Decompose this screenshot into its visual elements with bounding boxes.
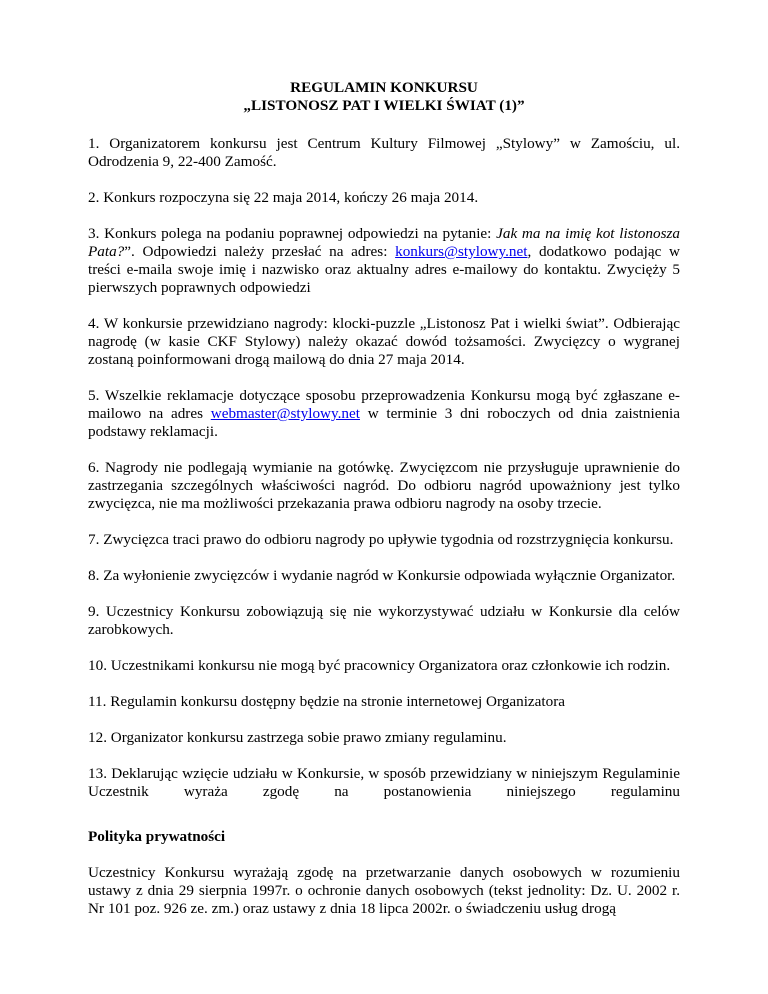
rule-3-text-3: , dodatkowo podając w treści e-maila swoje imię i nazwisko oraz aktualny adres e-mailowy do kontaktu. Zwycięży 5 pierwszych poprawnych odpowiedzi <box>88 243 680 296</box>
rule-6: 6. Nagrody nie podlegają wymianie na gotówkę. Zwycięzcom nie przysługuje uprawnienie do zastrzegania szczególnych właściwości nagród. Do odbioru nagród upoważniony jest tylko zwycięzca, nie ma możliwości przekazania prawa odbioru nagrody na osoby trzecie. <box>88 459 680 512</box>
rule-3-question: Jak ma na imię kot listonosza Pata? <box>88 225 680 260</box>
rule-3-text-1: 3. Konkurs polega na podaniu poprawnej odpowiedzi na pytanie: <box>88 225 497 242</box>
rule-1: 1. Organizatorem konkursu jest Centrum Kultury Filmowej „Stylowy” w Zamościu, ul. Odrodzenia 9, 22-400 Zamość. <box>88 135 680 170</box>
rule-7: 7. Zwycięzca traci prawo do odbioru nagrody po upływie tygodnia od rozstrzygnięcia konkursu. <box>88 531 674 548</box>
rule-10: 10. Uczestnikami konkursu nie mogą być pracownicy Organizatora oraz członkowie ich rodzin. <box>88 657 671 674</box>
document-page <box>88 79 680 936</box>
rule-5-text-1: 5. Wszelkie reklamacje dotyczące sposobu przeprowadzenia Konkursu mogą być zgłaszane e-mailowo na adres <box>88 387 680 422</box>
document-title-line-2: „LISTONOSZ PAT I WIELKI ŚWIAT (1)” <box>243 97 525 114</box>
privacy-heading: Polityka prywatności <box>88 828 226 845</box>
contest-email-link[interactable]: konkurs@stylowy.net <box>395 243 528 260</box>
rule-3-text-2: ”. Odpowiedzi należy przesłać na adres: <box>124 243 396 260</box>
rule-11: 11. Regulamin konkursu dostępny będzie na stronie internetowej Organizatora <box>88 693 566 710</box>
rule-2: 2. Konkurs rozpoczyna się 22 maja 2014, kończy 26 maja 2014. <box>88 189 479 206</box>
webmaster-email-link[interactable]: webmaster@stylowy.net <box>210 405 360 422</box>
rule-9: 9. Uczestnicy Konkursu zobowiązują się nie wykorzystywać udziału w Konkursie dla celów zarobkowych. <box>88 603 680 638</box>
document-title-line-1: REGULAMIN KONKURSU <box>290 79 478 96</box>
rule-12: 12. Organizator konkursu zastrzega sobie prawo zmiany regulaminu. <box>88 729 507 746</box>
rule-5 <box>88 387 680 441</box>
rule-8: 8. Za wyłonienie zwycięzców i wydanie nagród w Konkursie odpowiada wyłącznie Organizator. <box>88 567 676 584</box>
rule-13: 13. Deklarując wzięcie udziału w Konkursie, w sposób przewidziany w niniejszym Regulaminie Uczestnik wyraża zgodę na postanowienia niniejszego regulaminu <box>88 765 680 800</box>
privacy-text: Uczestnicy Konkursu wyrażają zgodę na przetwarzanie danych osobowych w rozumieniu ustawy z dnia 29 sierpnia 1997r. o ochronie danych osobowych (tekst jednolity: Dz. U. 2002 r. Nr 101 poz. 926 ze. zm.) oraz ustawy z dnia 18 lipca 2002r. o świadczeniu usług drogą <box>88 864 680 917</box>
rule-4: 4. W konkursie przewidziano nagrody: klocki-puzzle „Listonosz Pat i wielki świat”. Odbierając nagrodę (w kasie CKF Stylowy) należy okazać dowód tożsamości. Zwycięzcy o wygranej zostaną poinformowani drogą mailową do dnia 27 maja 2014. <box>88 315 680 368</box>
rule-5-text-2: w terminie 3 dni roboczych od dnia zaistnienia podstawy reklamacji. <box>88 405 680 440</box>
rule-3 <box>88 225 680 297</box>
title-block <box>88 79 680 115</box>
